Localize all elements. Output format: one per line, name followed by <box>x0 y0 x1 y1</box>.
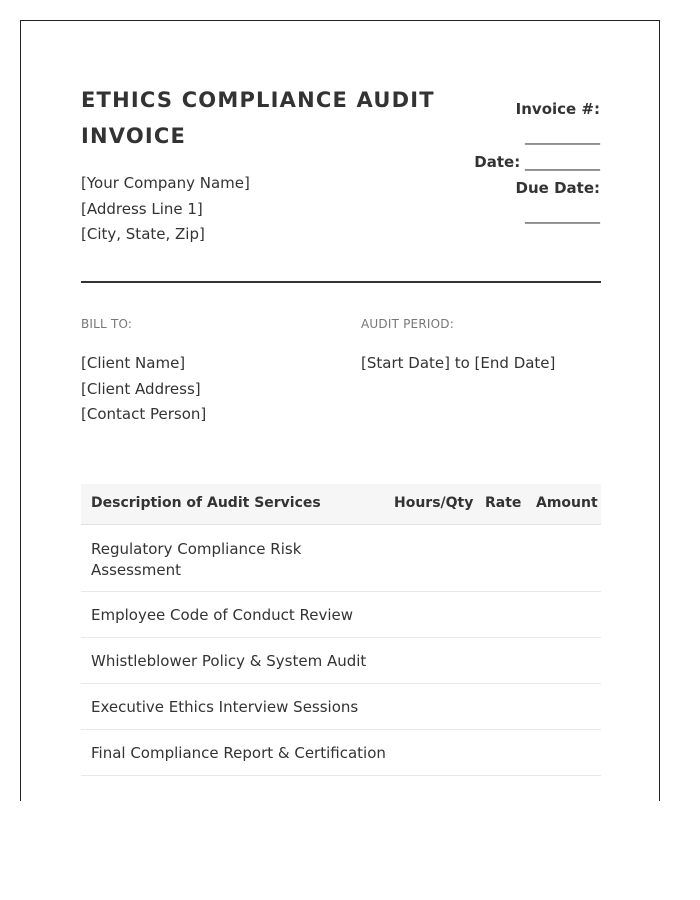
company-city-state-zip: [City, State, Zip] <box>81 225 205 243</box>
date-label: Date: <box>474 153 521 171</box>
row-description: Whistleblower Policy & System Audit <box>91 652 367 670</box>
company-address <box>81 171 250 248</box>
invoice-title: ETHICS COMPLIANCE AUDIT INVOICE <box>81 88 435 148</box>
header-description: Description of Audit Services <box>91 495 321 511</box>
client-address: [Client Address] <box>81 379 201 398</box>
table-header <box>81 484 601 525</box>
header-divider <box>81 281 601 283</box>
due-date-field: __________ <box>525 206 600 224</box>
company-address-line-1: [Address Line 1] <box>81 199 203 218</box>
due-date-label: Due Date: <box>515 179 600 197</box>
invoice-number-field: __________ <box>525 127 600 145</box>
header-hours-qty: Hours/Qty <box>394 495 474 511</box>
invoice-sheet <box>20 20 660 801</box>
row-description: Employee Code of Conduct Review <box>91 606 354 624</box>
bill-to-details <box>81 351 206 428</box>
date-field: __________ <box>525 153 600 171</box>
row-description: Final Compliance Report & Certification <box>91 744 386 762</box>
audit-period-label: AUDIT PERIOD: <box>361 317 454 331</box>
audit-period-value: [Start Date] to [End Date] <box>361 354 556 372</box>
header-amount: Amount <box>536 495 598 511</box>
table-row <box>81 638 601 684</box>
header-rate: Rate <box>485 495 522 511</box>
contact-person: [Contact Person] <box>81 405 207 423</box>
services-table <box>81 484 601 776</box>
table-row <box>81 730 601 776</box>
table-row <box>81 592 601 638</box>
table-row <box>81 684 601 730</box>
invoice-number-label: Invoice #: <box>515 100 600 118</box>
row-description: Regulatory Compliance Risk Assessment <box>91 540 302 579</box>
client-name: [Client Name] <box>81 354 186 372</box>
bill-to-label: BILL TO: <box>81 317 133 331</box>
table-row <box>81 525 601 592</box>
company-name: [Your Company Name] <box>81 174 250 192</box>
row-description: Executive Ethics Interview Sessions <box>91 698 359 716</box>
